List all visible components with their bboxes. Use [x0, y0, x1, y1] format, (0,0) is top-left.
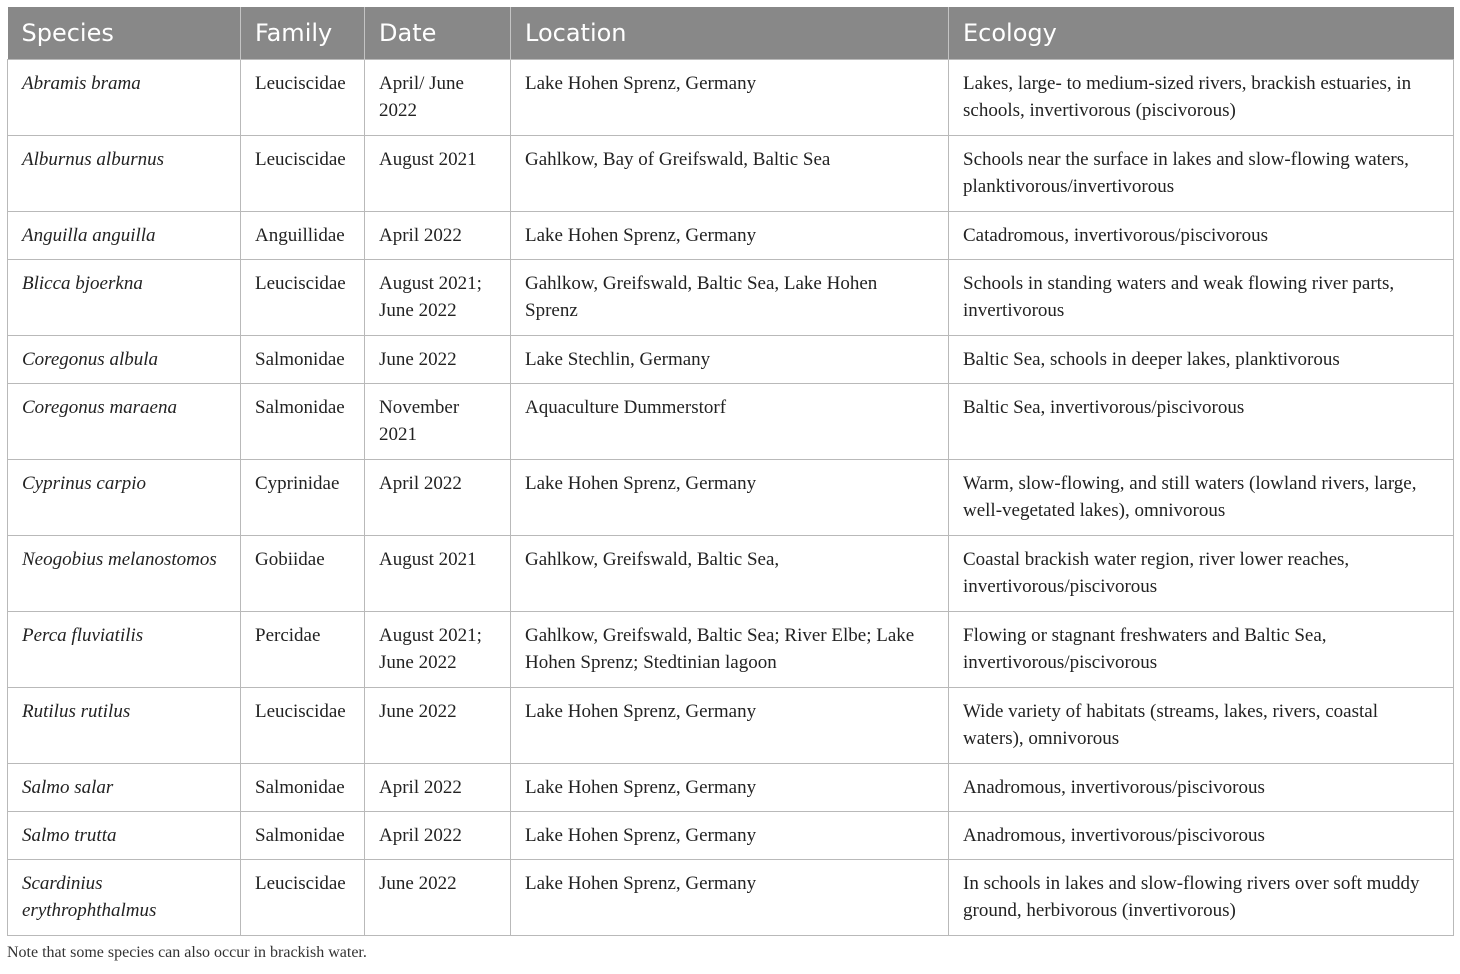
cell-date: August 2021; June 2022: [365, 259, 511, 335]
cell-ecology: In schools in lakes and slow-flowing rivers over soft muddy ground, herbivorous (invertivorous): [949, 859, 1454, 935]
cell-ecology: Flowing or stagnant freshwaters and Baltic Sea, invertivorous/piscivorous: [949, 611, 1454, 687]
table-row: [8, 59, 1454, 135]
cell-ecology: Coastal brackish water region, river lower reaches, invertivorous/piscivorous: [949, 535, 1454, 611]
table-row: [8, 687, 1454, 763]
cell-date: August 2021; June 2022: [365, 611, 511, 687]
table-row: [8, 459, 1454, 535]
species-table: [7, 7, 1454, 936]
table-row: [8, 259, 1454, 335]
cell-date: August 2021: [365, 535, 511, 611]
cell-species: Salmo trutta: [8, 811, 241, 859]
cell-family: Gobiidae: [241, 535, 365, 611]
cell-date: June 2022: [365, 859, 511, 935]
header-date: Date: [365, 7, 511, 59]
cell-family: Anguillidae: [241, 211, 365, 259]
cell-species: Coregonus maraena: [8, 383, 241, 459]
cell-location: Lake Hohen Sprenz, Germany: [511, 687, 949, 763]
cell-date: June 2022: [365, 335, 511, 383]
cell-date: April 2022: [365, 811, 511, 859]
header-ecology: Ecology: [949, 7, 1454, 59]
cell-ecology: Baltic Sea, invertivorous/piscivorous: [949, 383, 1454, 459]
cell-location: Gahlkow, Greifswald, Baltic Sea; River Elbe; Lake Hohen Sprenz; Stedtinian lagoon: [511, 611, 949, 687]
cell-location: Lake Hohen Sprenz, Germany: [511, 859, 949, 935]
cell-family: Leuciscidae: [241, 59, 365, 135]
table-row: [8, 135, 1454, 211]
cell-location: Aquaculture Dummerstorf: [511, 383, 949, 459]
cell-species: Perca fluviatilis: [8, 611, 241, 687]
cell-ecology: Wide variety of habitats (streams, lakes, rivers, coastal waters), omnivorous: [949, 687, 1454, 763]
cell-species: Cyprinus carpio: [8, 459, 241, 535]
cell-location: Gahlkow, Greifswald, Baltic Sea,: [511, 535, 949, 611]
cell-location: Lake Hohen Sprenz, Germany: [511, 211, 949, 259]
header-location: Location: [511, 7, 949, 59]
cell-family: Leuciscidae: [241, 687, 365, 763]
table-row: [8, 763, 1454, 811]
cell-location: Lake Stechlin, Germany: [511, 335, 949, 383]
cell-species: Salmo salar: [8, 763, 241, 811]
cell-ecology: Catadromous, invertivorous/piscivorous: [949, 211, 1454, 259]
cell-date: April 2022: [365, 763, 511, 811]
cell-ecology: Schools in standing waters and weak flowing river parts, invertivorous: [949, 259, 1454, 335]
cell-date: April 2022: [365, 459, 511, 535]
cell-family: Salmonidae: [241, 335, 365, 383]
cell-location: Lake Hohen Sprenz, Germany: [511, 59, 949, 135]
table-row: [8, 211, 1454, 259]
cell-location: Lake Hohen Sprenz, Germany: [511, 459, 949, 535]
table-row: [8, 335, 1454, 383]
cell-family: Salmonidae: [241, 383, 365, 459]
cell-family: Percidae: [241, 611, 365, 687]
cell-family: Leuciscidae: [241, 259, 365, 335]
table-footnote: Note that some species can also occur in brackish water.: [7, 944, 367, 961]
cell-date: November 2021: [365, 383, 511, 459]
table-row: [8, 811, 1454, 859]
table-row: [8, 859, 1454, 935]
cell-species: Scardinius erythrophthalmus: [8, 859, 241, 935]
cell-species: Neogobius melanostomos: [8, 535, 241, 611]
cell-family: Leuciscidae: [241, 135, 365, 211]
cell-location: Gahlkow, Bay of Greifswald, Baltic Sea: [511, 135, 949, 211]
cell-species: Abramis brama: [8, 59, 241, 135]
cell-family: Salmonidae: [241, 811, 365, 859]
cell-species: Alburnus alburnus: [8, 135, 241, 211]
cell-ecology: Warm, slow-flowing, and still waters (lowland rivers, large, well-vegetated lakes), omnivorous: [949, 459, 1454, 535]
cell-ecology: Anadromous, invertivorous/piscivorous: [949, 763, 1454, 811]
cell-ecology: Baltic Sea, schools in deeper lakes, planktivorous: [949, 335, 1454, 383]
cell-date: June 2022: [365, 687, 511, 763]
cell-ecology: Anadromous, invertivorous/piscivorous: [949, 811, 1454, 859]
cell-location: Lake Hohen Sprenz, Germany: [511, 763, 949, 811]
cell-location: Gahlkow, Greifswald, Baltic Sea, Lake Hohen Sprenz: [511, 259, 949, 335]
cell-ecology: Schools near the surface in lakes and slow-flowing waters, planktivorous/invertivorous: [949, 135, 1454, 211]
cell-species: Rutilus rutilus: [8, 687, 241, 763]
table-row: [8, 535, 1454, 611]
cell-location: Lake Hohen Sprenz, Germany: [511, 811, 949, 859]
cell-date: April 2022: [365, 211, 511, 259]
table-header-row: [8, 7, 1454, 59]
cell-ecology: Lakes, large- to medium-sized rivers, brackish estuaries, in schools, invertivorous (piscivorous): [949, 59, 1454, 135]
cell-date: April/ June 2022: [365, 59, 511, 135]
cell-family: Leuciscidae: [241, 859, 365, 935]
cell-family: Cyprinidae: [241, 459, 365, 535]
cell-family: Salmonidae: [241, 763, 365, 811]
table-row: [8, 611, 1454, 687]
header-species: Species: [8, 7, 241, 59]
cell-species: Blicca bjoerkna: [8, 259, 241, 335]
cell-species: Coregonus albula: [8, 335, 241, 383]
table-row: [8, 383, 1454, 459]
cell-date: August 2021: [365, 135, 511, 211]
species-table-container: [7, 7, 1453, 936]
cell-species: Anguilla anguilla: [8, 211, 241, 259]
header-family: Family: [241, 7, 365, 59]
